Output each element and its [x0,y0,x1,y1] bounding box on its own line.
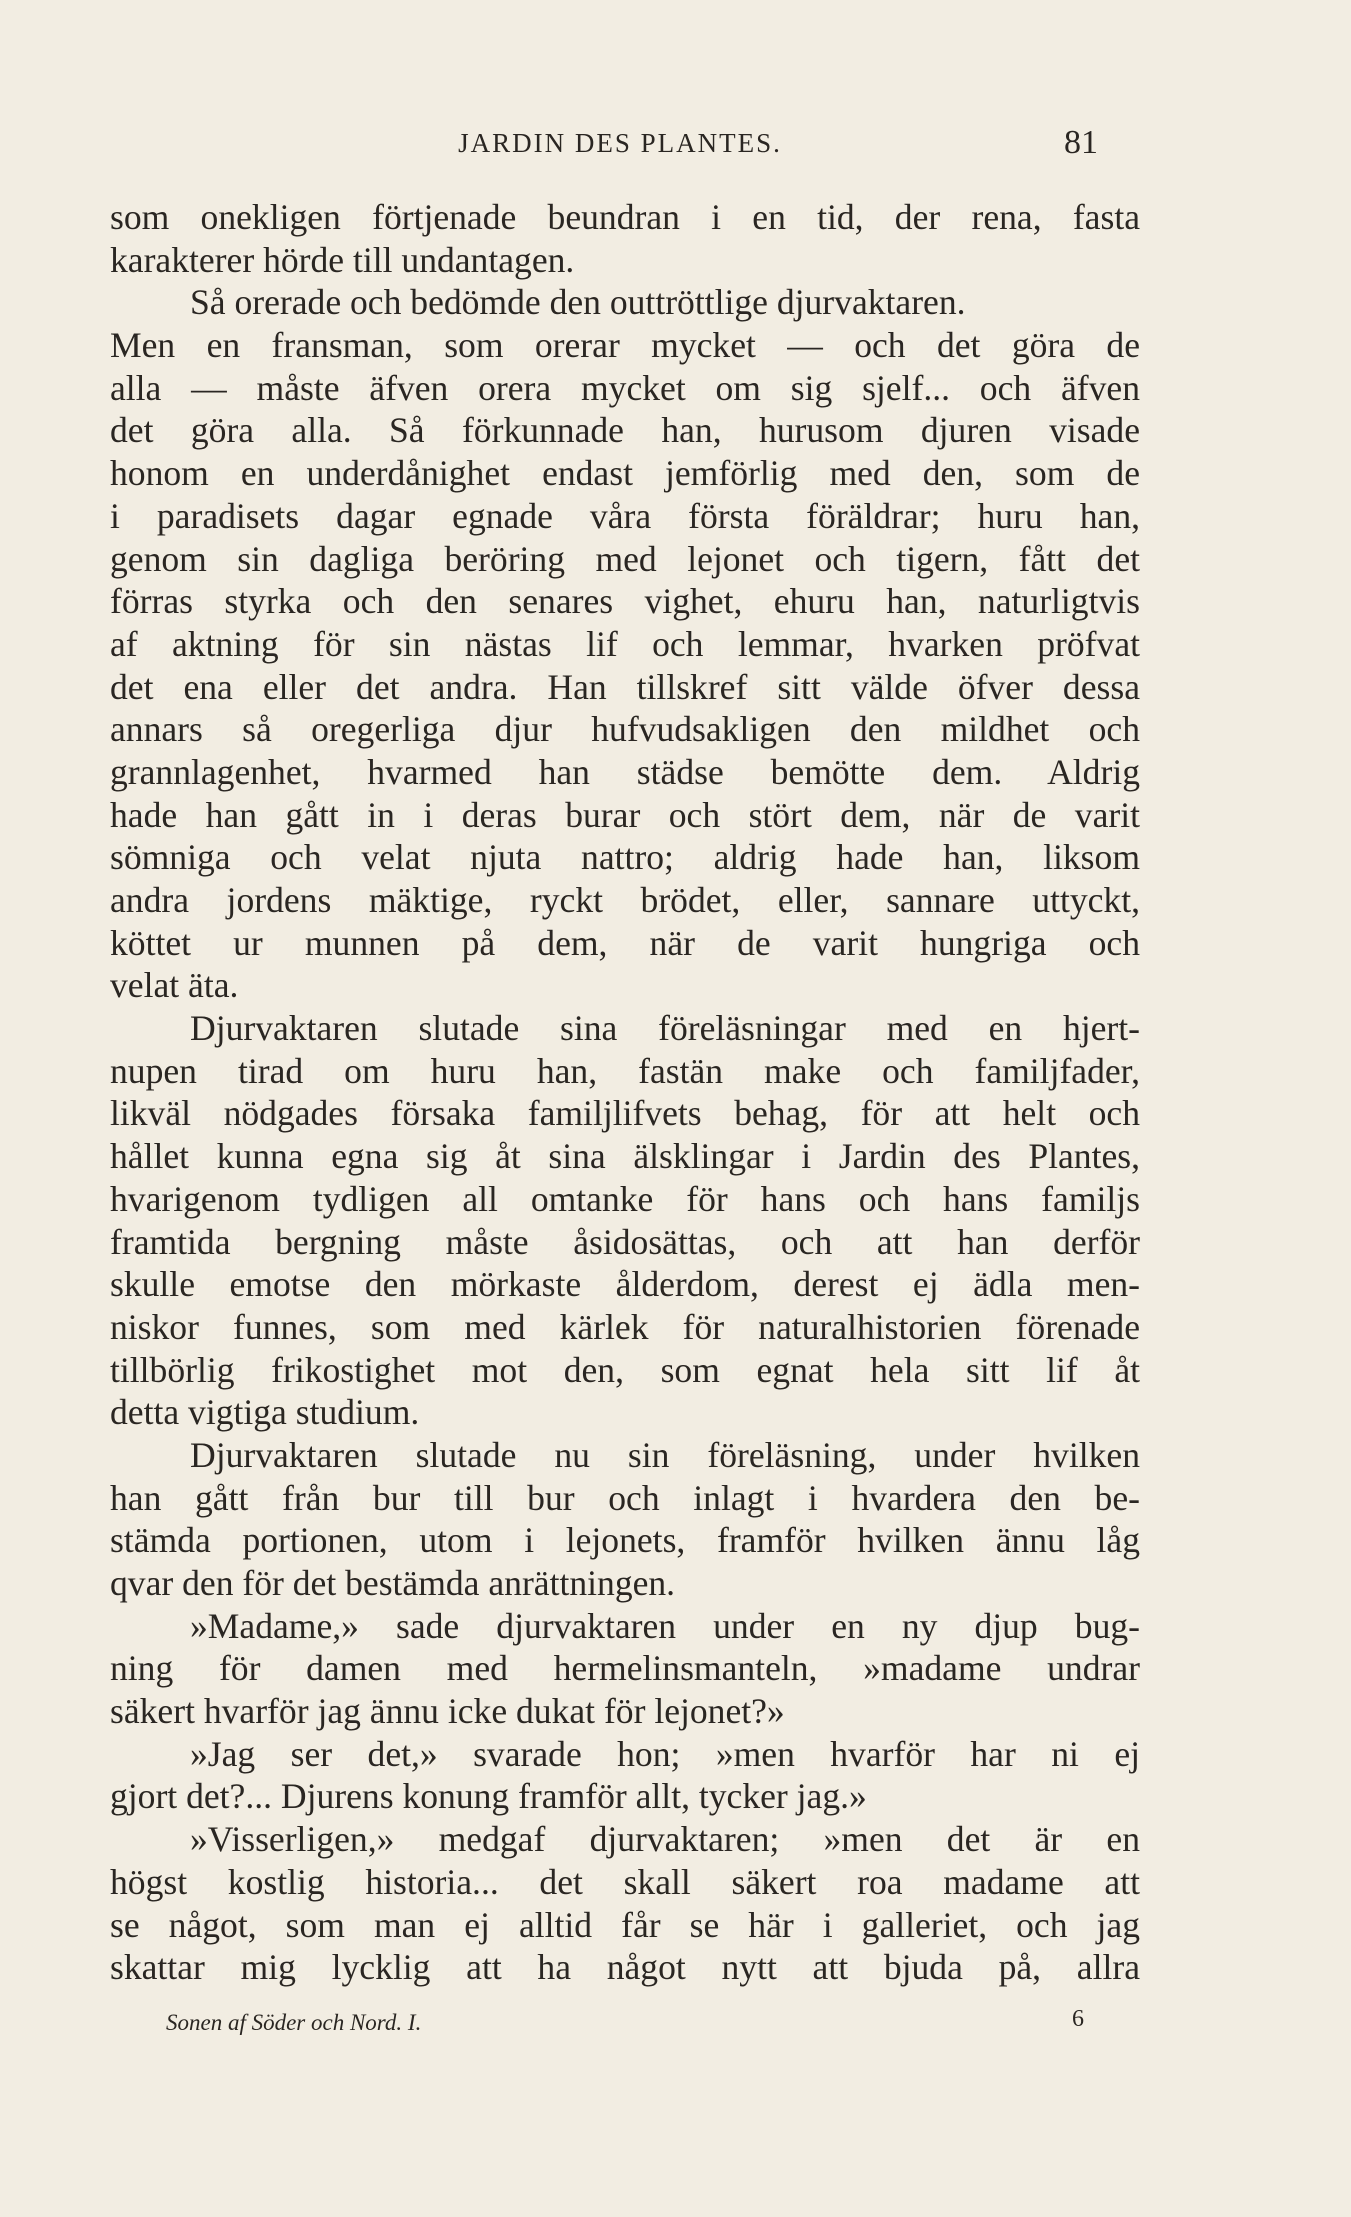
text-line: nupen tirad om huru han, fastän make och familjfader, [110,1050,1140,1091]
page-number: 81 [1064,124,1098,161]
text-line: »Madame,» sade djurvaktaren under en ny djup bug- [190,1605,1140,1646]
text-line: Djurvaktaren slutade nu sin föreläsning, under hvilken [190,1434,1140,1475]
footer-signature: Sonen af Söder och Nord. I. [166,2010,422,2035]
text-line: honom en underdånighet endast jemförlig med den, som de [110,453,1140,494]
text-line: se något, som man ej alltid får se här i galleriet, och jag [110,1904,1140,1945]
text-line: likväl nödgades försaka familjlifvets behag, för att helt och [110,1093,1140,1134]
text-line: annars så oregerliga djur hufvudsakligen den mildhet och [110,709,1140,750]
text-line: Så orerade och bedömde den outtröttlige djurvaktaren. [190,282,966,323]
text-line: hållet kunna egna sig åt sina älsklingar i Jardin des Plantes, [110,1136,1140,1177]
text-line: grannlagenhet, hvarmed han städse bemötte dem. Aldrig [110,751,1140,792]
text-line: skattar mig lycklig att ha något nytt att bjuda på, allra [110,1947,1140,1988]
text-line: »Visserligen,» medgaf djurvaktaren; »men det är en [190,1819,1140,1860]
text-line: skulle emotse den mörkaste ålderdom, derest ej ädla men- [110,1264,1140,1305]
text-line: niskor funnes, som med kärlek för naturalhistorien förenade [110,1306,1140,1347]
text-line: säkert hvarför jag ännu icke dukat för lejonet?» [110,1691,785,1732]
body-text [110,196,1140,1989]
text-line: tillbörlig frikostighet mot den, som egnat hela sitt lif åt [110,1349,1140,1390]
text-line: »Jag ser det,» svarade hon; »men hvarför har ni ej [190,1733,1140,1774]
text-line: Djurvaktaren slutade sina föreläsningar med en hjert- [190,1008,1140,1049]
text-line: andra jordens mäktige, ryckt brödet, eller, sannare uttyckt, [110,880,1140,920]
text-line: i paradisets dagar egnade våra första föräldrar; huru han, [110,495,1140,536]
text-line: stämda portionen, utom i lejonets, framför hvilken ännu låg [110,1520,1140,1561]
text-line: högst kostlig historia... det skall säkert roa madame att [110,1861,1140,1902]
text-line: det göra alla. Så förkunnade han, hurusom djuren visade [110,410,1140,451]
footer-sheet-mark: 6 [1072,2006,1084,2032]
text-line: framtida bergning måste åsidosättas, och att han derför [110,1221,1140,1262]
text-line: som onekligen förtjenade beundran i en tid, der rena, fasta [110,197,1140,237]
text-line: karakterer hörde till undantagen. [110,239,575,280]
text-line: det ena eller det andra. Han tillskref sitt välde öfver dessa [110,666,1140,707]
text-line: alla — måste äfven orera mycket om sig sjelf... och äfven [110,367,1140,408]
text-line: genom sin dagliga beröring med lejonet och tigern, fått det [110,538,1140,579]
text-line: Men en fransman, som orerar mycket — och det göra de [110,325,1140,366]
text-line: köttet ur munnen på dem, när de varit hungriga och [110,922,1140,963]
text-line: han gått från bur till bur och inlagt i hvardera den be- [110,1477,1140,1518]
text-line: velat äta. [110,965,239,1006]
text-line: qvar den för det bestämda anrättningen. [110,1563,676,1603]
text-line: af aktning för sin nästas lif och lemmar, hvarken pröfvat [110,623,1140,664]
text-line: detta vigtiga studium. [110,1392,420,1433]
text-line: förras styrka och den senares vighet, ehuru han, naturligtvis [110,581,1140,622]
text-line: gjort det?... Djurens konung framför allt, tycker jag.» [110,1776,867,1817]
text-line: ning för damen med hermelinsmanteln, »madame undrar [110,1648,1140,1689]
text-line: hvarigenom tydligen all omtanke för hans och hans familjs [110,1178,1140,1219]
text-line: hade han gått in i deras burar och stört dem, när de varit [110,794,1140,835]
text-line: sömniga och velat njuta nattro; aldrig hade han, liksom [110,837,1140,878]
running-title: JARDIN DES PLANTES. [458,128,782,158]
